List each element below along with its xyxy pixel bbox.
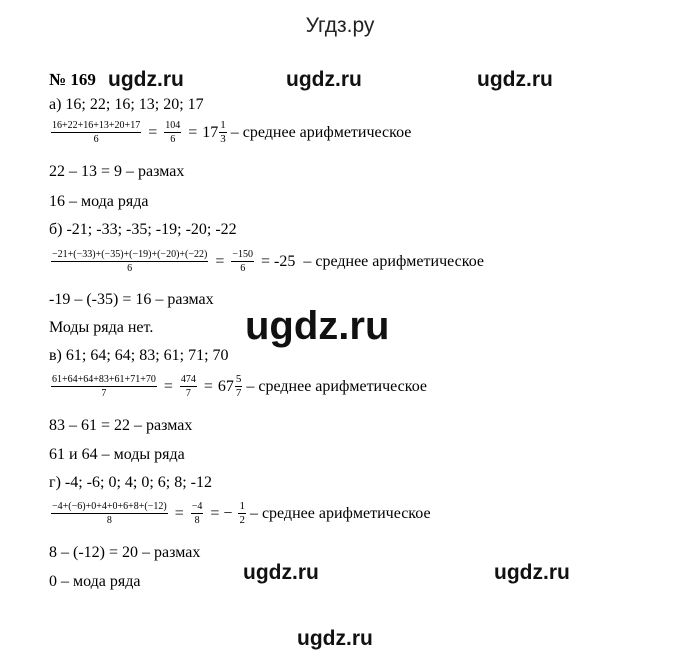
mean-fraction: $\frac{-21+(-33)+(-35)+(-19)+(-20)+(-22)}{6}$ bbox=[52, 249, 208, 274]
watermark: ugdz.ru bbox=[243, 561, 319, 584]
part-b-data: б) -21; -33; -35; -19; -20; -22 bbox=[49, 221, 237, 238]
part-c-data: в) 61; 64; 64; 83; 61; 71; 70 bbox=[49, 347, 229, 364]
part-c-mode: 61 и 64 – моды ряда bbox=[49, 446, 185, 463]
part-b-range: -19 – (-35) = 16 – размах bbox=[49, 291, 214, 308]
part-a-data: а) 16; 22; 16; 13; 20; 17 bbox=[49, 96, 204, 113]
site-title: Угдз.ру bbox=[305, 14, 375, 37]
watermark: ugdz.ru bbox=[108, 68, 184, 91]
watermark: ugdz.ru bbox=[297, 627, 373, 650]
part-d-range: 8 – (-12) = 20 – размах bbox=[49, 544, 201, 561]
watermark: ugdz.ru bbox=[477, 68, 553, 91]
mean-fraction: $\frac{16+22+16+13+20+17}{6}$ bbox=[52, 120, 141, 145]
part-b-mode: Моды ряда нет. bbox=[49, 319, 154, 336]
part-a-mode: 16 – мода ряда bbox=[49, 193, 149, 210]
result-fraction: $\frac{474}{7}$ bbox=[180, 374, 196, 399]
problem-number: № 169 bbox=[49, 70, 96, 89]
part-d-mean-equation: $\frac{-4+(-6)+0+4+0+6+8+(-12)}{8}$ = $\frac{-4}{8}$ = − $\frac{1}{2}$ – среднее арифметическое bbox=[52, 500, 431, 526]
result-fraction: $\frac{-150}{6}$ bbox=[232, 249, 254, 274]
part-c-range: 83 – 61 = 22 – размах bbox=[49, 417, 193, 434]
result-fraction: $\frac{-4}{8}$ bbox=[191, 501, 203, 526]
part-d-mode: 0 – мода ряда bbox=[49, 573, 141, 590]
watermark: ugdz.ru bbox=[494, 561, 570, 584]
part-d-data: г) -4; -6; 0; 4; 0; 6; 8; -12 bbox=[49, 474, 212, 491]
watermark: ugdz.ru bbox=[286, 68, 362, 91]
part-a-mean-equation: $\frac{16+22+16+13+20+17}{6}$ = $\frac{104}{6}$ = 17 $\frac{1}{3}$ – среднее арифметическое bbox=[52, 119, 412, 145]
half-fraction: $\frac{1}{2}$ bbox=[239, 500, 245, 526]
mean-fraction: $\frac{61+64+64+83+61+71+70}{7}$ bbox=[52, 374, 156, 399]
watermark: ugdz.ru bbox=[245, 304, 390, 348]
part-c-mean-equation: $\frac{61+64+64+83+61+71+70}{7}$ = $\frac{474}{7}$ = 67 $\frac{5}{7}$ – среднее арифметическое bbox=[52, 373, 428, 399]
mean-fraction: $\frac{-4+(-6)+0+4+0+6+8+(-12)}{8}$ bbox=[52, 501, 167, 526]
part-b-mean-equation: $\frac{-21+(-33)+(-35)+(-19)+(-20)+(-22)}{6}$ = $\frac{-150}{6}$ = -25 – среднее арифметическое bbox=[52, 249, 484, 274]
mixed-fraction: $\frac{5}{7}$ bbox=[235, 373, 242, 399]
result-fraction: $\frac{104}{6}$ bbox=[165, 120, 181, 145]
mixed-fraction: $\frac{1}{3}$ bbox=[220, 119, 226, 145]
part-a-range: 22 – 13 = 9 – размах bbox=[49, 163, 185, 180]
